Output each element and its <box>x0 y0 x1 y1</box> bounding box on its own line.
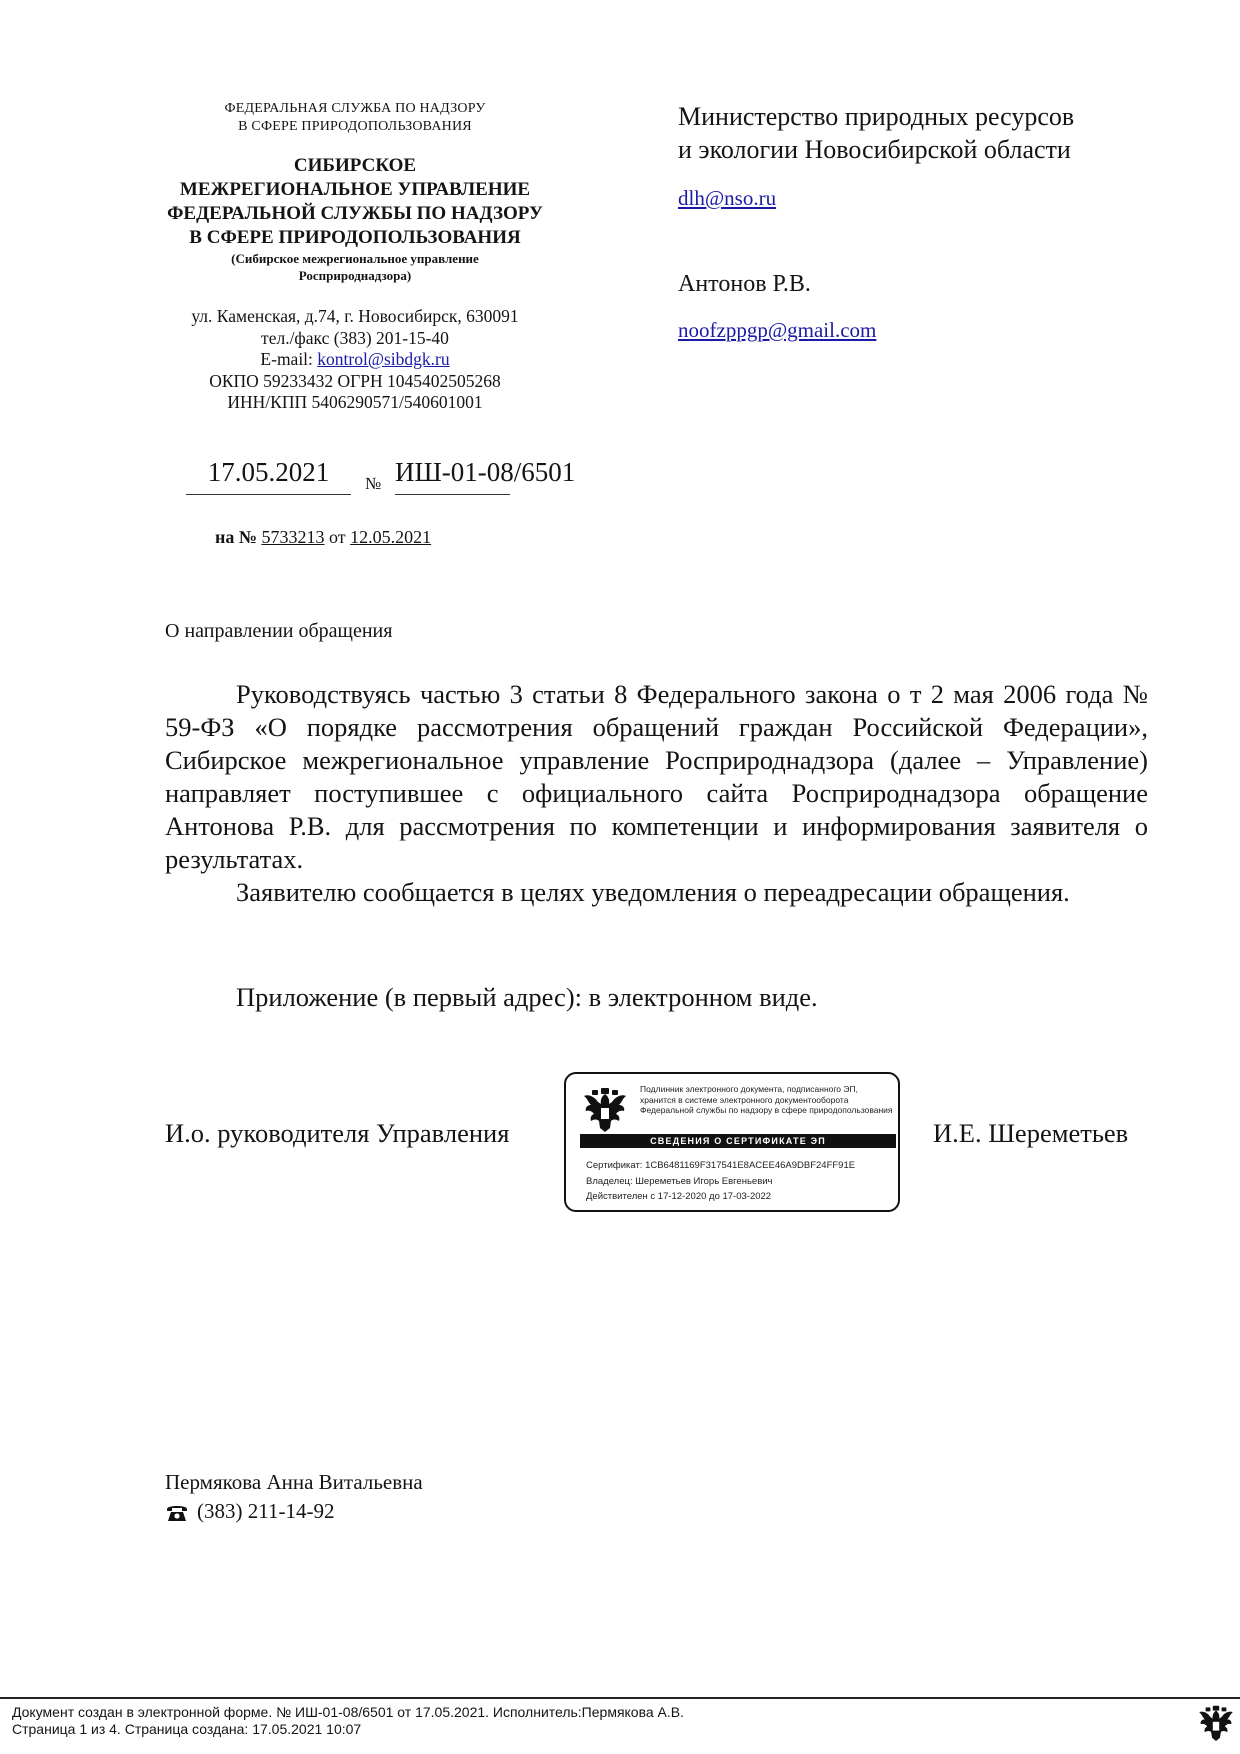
sender-email-row <box>130 349 580 371</box>
footer-divider <box>0 1697 1240 1699</box>
ministry-line: и экологии Новосибирской области <box>678 135 1071 164</box>
sender-contacts <box>130 306 580 414</box>
executor-name: Пермякова Анна Витальевна <box>165 1470 423 1494</box>
double-headed-eagle-icon <box>1196 1702 1236 1748</box>
footer-line: Документ создан в электронной форме. № ИШ-01-08/6501 от 17.05.2021. Исполнитель:Пермякова А.В. <box>12 1704 685 1720</box>
attachment-note: Приложение (в первый адрес): в электронном виде. <box>236 982 818 1012</box>
executor-phone: (383) 211-14-92 <box>197 1499 335 1523</box>
certificate-info-bar: СВЕДЕНИЯ О СЕРТИФИКАТЕ ЭП <box>580 1134 896 1148</box>
double-headed-eagle-icon <box>580 1084 630 1140</box>
registration-number-sign: № <box>365 474 382 493</box>
sender-address: ул. Каменская, д.74, г. Новосибирск, 630091 <box>191 306 519 326</box>
sender-organization-short <box>130 250 580 284</box>
telephone-icon <box>165 1502 189 1522</box>
certificate-validity: Действителен с 17-12-2020 до 17-03-2022 <box>586 1191 772 1202</box>
sender-agency <box>130 100 580 136</box>
executor-block <box>165 1468 423 1526</box>
stamp-note: Подлинник электронного документа, подписанного ЭП, хранится в системе электронного документооборота Федеральной службы по надзору в сфере природопользования <box>640 1084 893 1115</box>
body-paragraph: Заявителю сообщается в целях уведомления о переадресации обращения. <box>236 877 1070 907</box>
addressee-person: Антонов Р.В. <box>678 271 811 297</box>
reply-date: 12.05.2021 <box>350 527 432 547</box>
person-email-link[interactable]: noofzppgp@gmail.com <box>678 318 877 342</box>
digital-signature-stamp <box>564 1072 900 1212</box>
certificate-owner: Владелец: Шереметьев Игорь Евгеньевич <box>586 1175 773 1187</box>
document-body <box>165 678 1148 909</box>
signer-name: И.Е. Шереметьев <box>933 1118 1129 1148</box>
org-line: СИБИРСКОЕ <box>293 155 417 176</box>
addressee-ministry <box>678 100 1158 166</box>
org-line: ФЕДЕРАЛЬНОЙ СЛУЖБЫ ПО НАДЗОРУ <box>167 203 543 224</box>
sender-email-link[interactable]: kontrol@sibdgk.ru <box>317 349 450 369</box>
org-line: В СФЕРЕ ПРИРОДОПОЛЬЗОВАНИЯ <box>189 227 521 248</box>
reply-number: 5733213 <box>261 527 325 547</box>
body-paragraph: Руководствуясь частью 3 статьи 8 Федерального закона о т 2 мая 2006 года № 59-ФЗ «О порядке рассмотрения обращений граждан Российской Федерации», Сибирское межрегиональное управление Росприроднадзора (далее – Управление) направляет поступившее с официального сайта Росприроднадзора обращение Антонова Р.В. для рассмотрения по компетенции и информирования заявителя о результатах. <box>165 679 1148 874</box>
sender-block <box>130 100 580 414</box>
email-label: E-mail: <box>260 349 318 369</box>
footer-text <box>12 1704 684 1738</box>
org-short-line: (Сибирское межрегиональное управление <box>231 251 479 266</box>
reply-from: от <box>328 527 346 547</box>
certificate-details <box>586 1158 855 1205</box>
org-short-line: Росприроднадзора) <box>298 268 412 283</box>
sender-phone: тел./факс (383) 201-15-40 <box>261 327 449 348</box>
registration-number: ИШ-01-08/6501 <box>395 454 510 495</box>
sender-okpo: ОКПО 59233432 ОГРН 1045402505268 <box>209 370 501 391</box>
reply-prefix: на № <box>215 527 257 547</box>
addressee-block <box>678 100 1158 343</box>
registration-date: 17.05.2021 <box>186 454 351 495</box>
reply-reference <box>215 527 431 548</box>
agency-line: В СФЕРЕ ПРИРОДОПОЛЬЗОВАНИЯ <box>238 119 472 134</box>
ministry-email-link[interactable]: dlh@nso.ru <box>678 186 777 210</box>
signer-role: И.о. руководителя Управления <box>165 1118 510 1148</box>
certificate-number: Сертификат: 1CB6481169F317541E8ACEE46A9DBF24FF91E <box>586 1160 856 1171</box>
ministry-line: Министерство природных ресурсов <box>678 102 1075 131</box>
document-subject: О направлении обращения <box>165 620 393 642</box>
org-line: МЕЖРЕГИОНАЛЬНОЕ УПРАВЛЕНИЕ <box>179 179 531 200</box>
agency-line: ФЕДЕРАЛЬНАЯ СЛУЖБА ПО НАДЗОРУ <box>224 101 486 116</box>
footer-line: Страница 1 из 4. Страница создана: 17.05.2021 10:07 <box>12 1721 362 1737</box>
sender-organization <box>130 154 580 250</box>
sender-inn: ИНН/КПП 5406290571/540601001 <box>227 392 483 412</box>
